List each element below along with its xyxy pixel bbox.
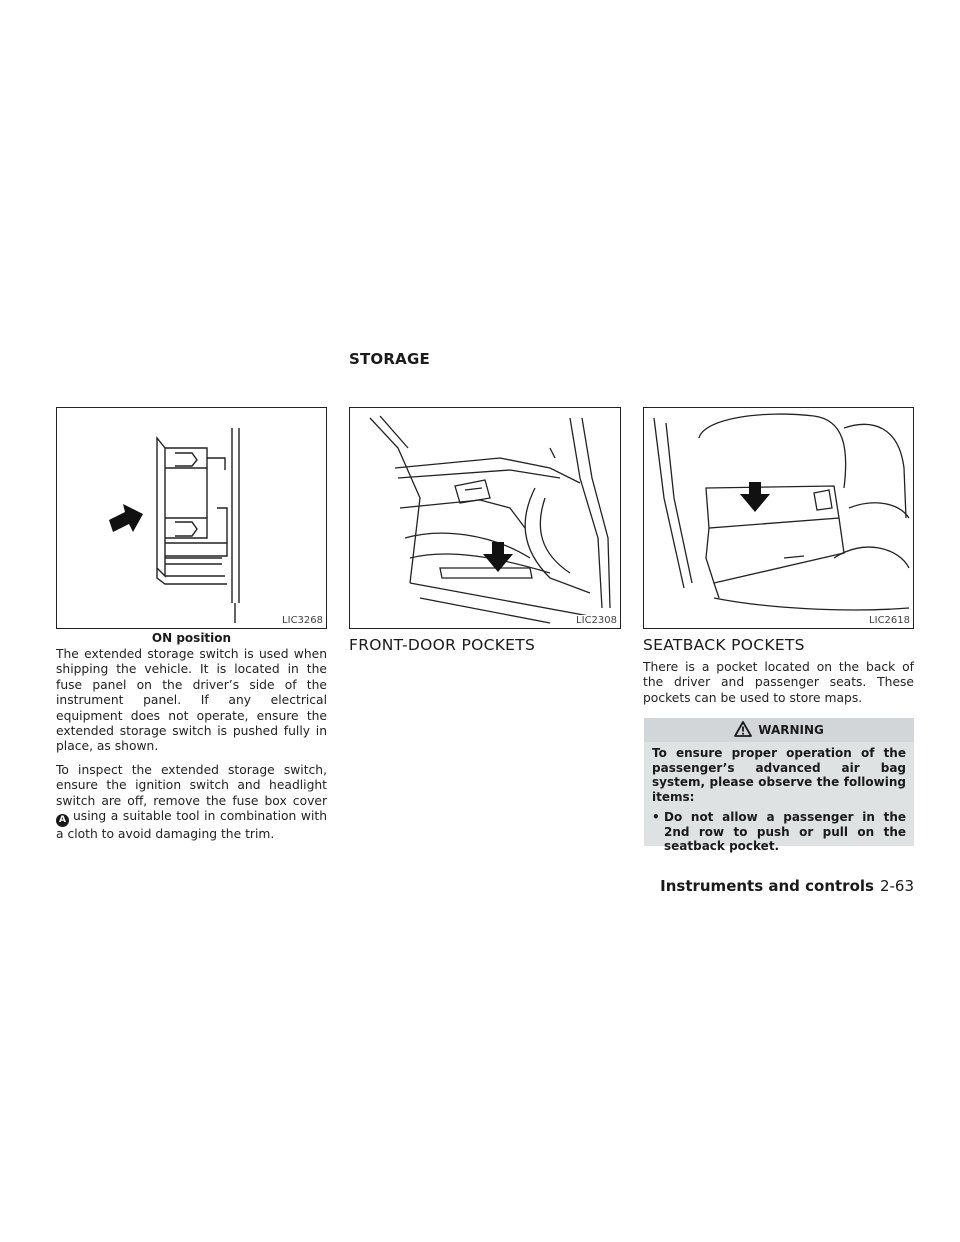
figure-front-door-pocket: [349, 407, 621, 629]
extended-storage-switch-illustration: [57, 408, 326, 628]
paragraph-extended-storage: The extended storage switch is used when shipping the vehicle. It is located in the fuse panel on the driver’s side of the instrument panel. If any electrical equipment does not operate, ensure the extended storage switch is pushed fully in place, as shown.: [56, 647, 327, 754]
figure-code: LIC3268: [279, 615, 323, 626]
front-door-pocket-illustration: [350, 408, 620, 628]
warning-header: [644, 718, 914, 742]
paragraph-inspect-part2: using a suitable tool in combination with a cloth to avoid damaging the trim.: [56, 809, 327, 842]
warning-triangle-icon: [734, 721, 752, 737]
figure-seatback-pocket: [643, 407, 914, 629]
page-footer: [660, 877, 914, 895]
heading-front-door-pockets: FRONT-DOOR POCKETS: [349, 636, 536, 654]
warning-label: WARNING: [758, 723, 824, 737]
bullet-dot: •: [652, 810, 660, 824]
warning-intro: To ensure proper operation of the passenger’s advanced air bag system, please observe the following items:: [652, 746, 906, 804]
figure-code: LIC2308: [573, 615, 617, 626]
warning-bullet-text: Do not allow a passenger in the 2nd row to push or pull on the seatback pocket.: [664, 810, 906, 853]
footer-page-number: 2-63: [879, 877, 914, 895]
seatback-pocket-illustration: [644, 408, 913, 628]
warning-box: [644, 718, 914, 853]
warning-body: [652, 746, 906, 854]
figure-caption: ON position: [151, 631, 232, 645]
warning-bullet: [652, 810, 906, 854]
figure-code: LIC2618: [866, 615, 910, 626]
heading-seatback-pockets: SEATBACK POCKETS: [643, 636, 805, 654]
figure-extended-storage-switch: [56, 407, 327, 629]
paragraph-inspect-part1: To inspect the extended storage switch, ensure the ignition switch and headlight switch are off, remove the fuse box cover: [56, 762, 327, 808]
paragraph-inspect-switch: [56, 763, 327, 843]
footer-chapter: Instruments and controls: [660, 877, 874, 895]
left-column-text: [56, 647, 327, 850]
section-title: STORAGE: [349, 350, 430, 368]
callout-a: A: [56, 814, 69, 827]
seatback-pocket-paragraph: There is a pocket located on the back of the driver and passenger seats. These pockets can be used to store maps.: [643, 660, 914, 705]
